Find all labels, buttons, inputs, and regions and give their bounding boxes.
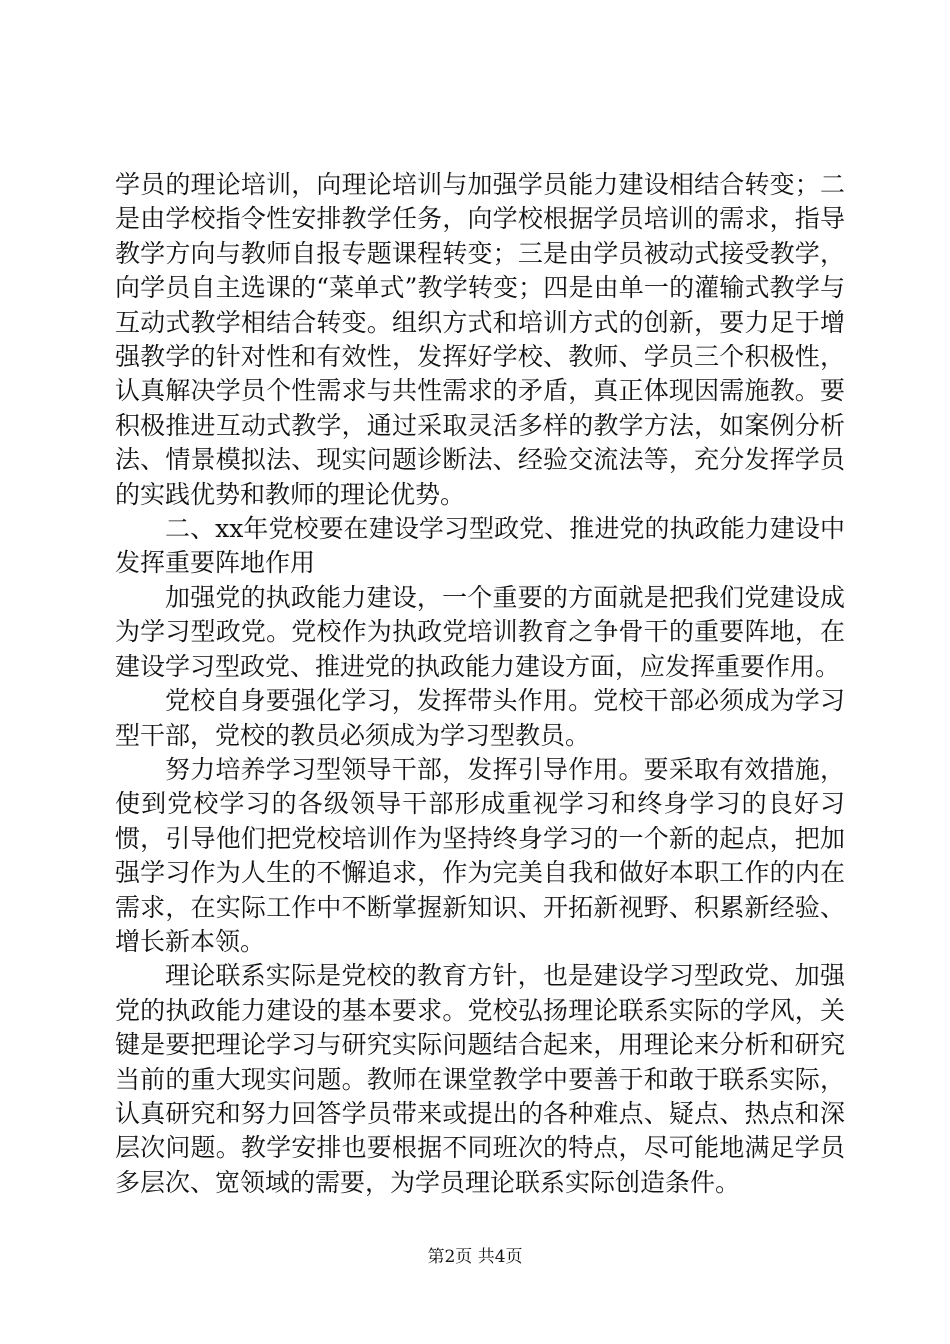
paragraph: 加强党的执政能力建设，一个重要的方面就是把我们党建设成为学习型政党。党校作为执政党培训教育之争骨干的重要阵地，在建设学习型政党、推进党的执政能力建设方面，应发挥重要作用。 <box>115 582 845 681</box>
document-body <box>115 168 845 1200</box>
paragraph: 理论联系实际是党校的教育方针，也是建设学习型政党、加强党的执政能力建设的基本要求。党校弘扬理论联系实际的学风，关键是要把理论学习与研究实际问题结合起来，用理论来分析和研究当前的重大现实问题。教师在课堂教学中要善于和敢于联系实际，认真研究和努力回答学员带来或提出的各种难点、疑点、热点和深层次问题。教学安排也要根据不同班次的特点，尽可能地满足学员多层次、宽领域的需要，为学员理论联系实际创造条件。 <box>115 961 845 1197</box>
paragraph: 党校自身要强化学习，发挥带头作用。党校干部必须成为学习型干部，党校的教员必须成为学习型教员。 <box>115 686 845 750</box>
page-number-footer: 第2页 共4页 <box>427 1247 523 1267</box>
section-heading: 二、xx年党校要在建设学习型政党、推进党的执政能力建设中发挥重要阵地作用 <box>115 514 845 578</box>
paragraph-continuation: 学员的理论培训，向理论培训与加强学员能力建设相结合转变；二是由学校指令性安排教学任务，向学校根据学员培训的需求，指导教学方向与教师自报专题课程转变；三是由学员被动式接受教学，向学员自主选课的“菜单式”教学转变；四是由单一的灌输式教学与互动式教学相结合转变。组织方式和培训方式的创新，要力足于增强教学的针对性和有效性，发挥好学校、教师、学员三个积极性，认真解决学员个性需求与共性需求的矛盾，真正体现因需施教。要积极推进互动式教学，通过采取灵活多样的教学方法，如案例分析法、情景模拟法、现实问题诊断法、经验交流法等，充分发挥学员的实践优势和教师的理论优势。 <box>115 170 845 509</box>
paragraph: 努力培养学习型领导干部，发挥引导作用。要采取有效措施，使到党校学习的各级领导干部形成重视学习和终身学习的良好习惯，引导他们把党校培训作为坚持终身学习的一个新的起点，把加强学习作为人生的不懈追求，作为完美自我和做好本职工作的内在需求，在实际工作中不断掌握新知识、开拓新视野、积累新经验、增长新本领。 <box>115 754 845 956</box>
